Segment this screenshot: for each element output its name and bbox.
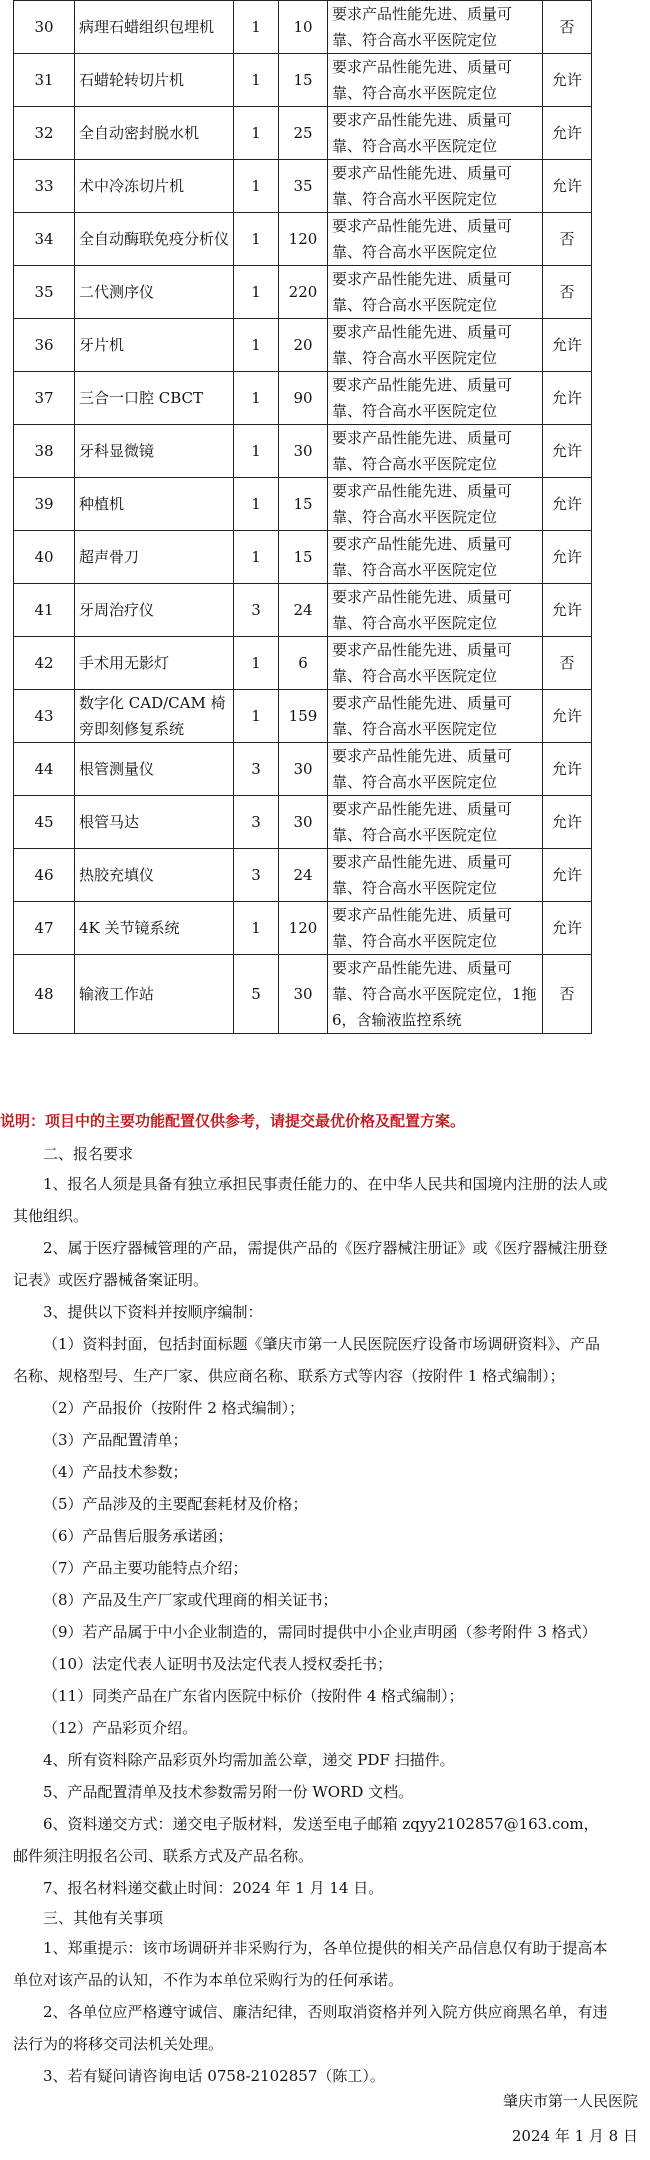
item-number: 32 [14,107,75,160]
item-requirement: 要求产品性能先进、质量可靠、符合高水平医院定位 [328,637,543,690]
item-imported: 允许 [543,584,592,637]
equipment-table [13,0,592,1034]
item-number: 42 [14,637,75,690]
item-requirement: 要求产品性能先进、质量可靠、符合高水平医院定位 [328,425,543,478]
item-number: 34 [14,213,75,266]
item-number: 33 [14,160,75,213]
table-note: 说明：项目中的主要功能配置仅供参考，请提交最优价格及配置方案。 [0,1112,466,1130]
item-imported: 允许 [543,160,592,213]
item-quantity: 1 [234,637,279,690]
item-budget: 30 [279,955,328,1034]
registration-requirement-item: （9）若产品属于中小企业制造的，需同时提供中小企业声明函（参考附件 3 格式） [43,1623,597,1641]
item-requirement: 要求产品性能先进、质量可靠、符合高水平医院定位 [328,372,543,425]
item-budget: 15 [279,54,328,107]
item-number: 44 [14,743,75,796]
item-number: 39 [14,478,75,531]
item-requirement: 要求产品性能先进、质量可靠、符合高水平医院定位 [328,743,543,796]
item-imported: 允许 [543,319,592,372]
item-number: 36 [14,319,75,372]
table-row [14,319,592,372]
item-budget: 159 [279,690,328,743]
table-row [14,584,592,637]
table-row [14,637,592,690]
table-row [14,743,592,796]
item-requirement: 要求产品性能先进、质量可靠、符合高水平医院定位 [328,1,543,54]
item-imported: 允许 [543,531,592,584]
item-requirement: 要求产品性能先进、质量可靠、符合高水平医院定位 [328,160,543,213]
item-name: 超声骨刀 [75,531,234,584]
item-imported: 允许 [543,796,592,849]
item-quantity: 1 [234,372,279,425]
table-row [14,796,592,849]
item-quantity: 1 [234,690,279,743]
item-budget: 24 [279,849,328,902]
item-imported: 允许 [543,849,592,902]
item-quantity: 3 [234,743,279,796]
item-imported: 否 [543,213,592,266]
item-requirement: 要求产品性能先进、质量可靠、符合高水平医院定位 [328,902,543,955]
item-imported: 否 [543,637,592,690]
item-name: 石蜡轮转切片机 [75,54,234,107]
item-budget: 15 [279,531,328,584]
item-name: 根管测量仪 [75,743,234,796]
item-requirement: 要求产品性能先进、质量可靠、符合高水平医院定位 [328,849,543,902]
item-number: 45 [14,796,75,849]
registration-requirement-item: 3、提供以下资料并按顺序编制： [43,1303,263,1321]
signature-organization: 肇庆市第一人民医院 [502,2092,638,2110]
item-name: 热胶充填仪 [75,849,234,902]
registration-requirement-item: 7、报名材料递交截止时间：2024 年 1 月 14 日。 [43,1879,384,1897]
table-row [14,531,592,584]
item-imported: 否 [543,955,592,1034]
item-name: 病理石蜡组织包埋机 [75,1,234,54]
table-row [14,107,592,160]
item-name: 全自动密封脱水机 [75,107,234,160]
registration-requirement-item: （10）法定代表人证明书及法定代表人授权委托书； [43,1655,393,1673]
item-name: 术中冷冻切片机 [75,160,234,213]
item-budget: 220 [279,266,328,319]
item-quantity: 1 [234,1,279,54]
document-body [13,1140,613,2092]
item-budget: 25 [279,107,328,160]
equipment-table-body [14,1,592,1034]
other-matter-item: 1、郑重提示：该市场调研并非采购行为，各单位提供的相关产品信息仅有助于提高本单位对该产品的认知，不作为本单位采购行为的任何承诺。 [13,1939,608,1989]
item-imported: 允许 [543,743,592,796]
table-row [14,690,592,743]
item-budget: 120 [279,213,328,266]
item-quantity: 1 [234,425,279,478]
table-row [14,902,592,955]
registration-requirement-item: （6）产品售后服务承诺函； [43,1527,233,1545]
item-budget: 30 [279,796,328,849]
item-name: 全自动酶联免疫分析仪 [75,213,234,266]
item-budget: 24 [279,584,328,637]
item-number: 43 [14,690,75,743]
table-row [14,425,592,478]
item-requirement: 要求产品性能先进、质量可靠、符合高水平医院定位，1拖6，含输液监控系统 [328,955,543,1034]
item-imported: 允许 [543,902,592,955]
item-quantity: 1 [234,54,279,107]
item-quantity: 3 [234,584,279,637]
registration-requirement-item: （4）产品技术参数； [43,1463,188,1481]
item-quantity: 1 [234,266,279,319]
item-imported: 允许 [543,54,592,107]
table-row [14,266,592,319]
item-name: 种植机 [75,478,234,531]
item-quantity: 1 [234,319,279,372]
item-budget: 10 [279,1,328,54]
other-matter-item: 3、若有疑问请咨询电话 0758-2102857（陈工）。 [43,2067,385,2085]
item-name: 牙片机 [75,319,234,372]
item-quantity: 5 [234,955,279,1034]
item-requirement: 要求产品性能先进、质量可靠、符合高水平医院定位 [328,54,543,107]
item-name: 牙科显微镜 [75,425,234,478]
item-number: 30 [14,1,75,54]
item-budget: 15 [279,478,328,531]
registration-requirement-item: （8）产品及生产厂家或代理商的相关证书； [43,1591,338,1609]
item-imported: 否 [543,266,592,319]
item-name: 二代测序仪 [75,266,234,319]
item-number: 31 [14,54,75,107]
table-row [14,955,592,1034]
registration-requirement-item: （11）同类产品在广东省内医院中标价（按附件 4 格式编制）； [43,1687,464,1705]
item-requirement: 要求产品性能先进、质量可靠、符合高水平医院定位 [328,584,543,637]
item-quantity: 1 [234,213,279,266]
table-row [14,160,592,213]
item-budget: 35 [279,160,328,213]
registration-requirement-item: （1）资料封面，包括封面标题《肇庆市第一人民医院医疗设备市场调研资料》、产品名称、规格型号、生产厂家、供应商名称、联系方式等内容（按附件 1 格式编制）； [13,1335,601,1385]
item-name: 牙周治疗仪 [75,584,234,637]
item-imported: 允许 [543,107,592,160]
section-heading-other-matters: 三、其他有关事项 [43,1909,164,1927]
registration-requirement-item: （12）产品彩页介绍。 [43,1719,198,1737]
signature-date: 2024 年 1 月 8 日 [511,2127,638,2145]
item-budget: 90 [279,372,328,425]
item-number: 47 [14,902,75,955]
item-number: 37 [14,372,75,425]
item-requirement: 要求产品性能先进、质量可靠、符合高水平医院定位 [328,319,543,372]
item-name: 4K 关节镜系统 [75,902,234,955]
item-budget: 30 [279,425,328,478]
other-matters [13,1932,613,2092]
item-number: 40 [14,531,75,584]
registration-requirement-item: 5、产品配置清单及技术参数需另附一份 WORD 文档。 [43,1783,414,1801]
table-row [14,849,592,902]
item-imported: 否 [543,1,592,54]
table-row [14,54,592,107]
item-requirement: 要求产品性能先进、质量可靠、符合高水平医院定位 [328,266,543,319]
item-quantity: 1 [234,160,279,213]
item-quantity: 1 [234,902,279,955]
item-budget: 30 [279,743,328,796]
item-imported: 允许 [543,425,592,478]
table-row [14,478,592,531]
item-name: 数字化 CAD/CAM 椅旁即刻修复系统 [75,690,234,743]
registration-requirement-item: （5）产品涉及的主要配套耗材及价格； [43,1495,308,1513]
item-quantity: 1 [234,531,279,584]
item-requirement: 要求产品性能先进、质量可靠、符合高水平医院定位 [328,478,543,531]
item-number: 41 [14,584,75,637]
item-budget: 20 [279,319,328,372]
item-imported: 允许 [543,478,592,531]
item-quantity: 3 [234,796,279,849]
registration-requirement-item: 2、属于医疗器械管理的产品，需提供产品的《医疗器械注册证》或《医疗器械注册登记表》或医疗器械备案证明。 [13,1239,608,1289]
registration-requirement-item: （3）产品配置清单； [43,1431,188,1449]
table-row [14,1,592,54]
other-matter-item: 2、各单位应严格遵守诚信、廉洁纪律，否则取消资格并列入院方供应商黑名单，有违法行为的将移交司法机关处理。 [13,2003,608,2053]
item-number: 46 [14,849,75,902]
registration-requirement-item: 6、资料递交方式：递交电子版材料，发送至电子邮箱 zqyy2102857@163.com，邮件须注明报名公司、联系方式及产品名称。 [13,1815,599,1865]
item-name: 输液工作站 [75,955,234,1034]
registration-requirement-item: （2）产品报价（按附件 2 格式编制）； [43,1399,305,1417]
registration-requirement-item: 1、报名人须是具备有独立承担民事责任能力的、在中华人民共和国境内注册的法人或其他组织。 [13,1175,608,1225]
item-requirement: 要求产品性能先进、质量可靠、符合高水平医院定位 [328,531,543,584]
item-name: 根管马达 [75,796,234,849]
item-requirement: 要求产品性能先进、质量可靠、符合高水平医院定位 [328,107,543,160]
item-quantity: 3 [234,849,279,902]
registration-requirement-item: 4、所有资料除产品彩页外均需加盖公章，递交 PDF 扫描件。 [43,1751,455,1769]
item-number: 48 [14,955,75,1034]
table-row [14,213,592,266]
item-requirement: 要求产品性能先进、质量可靠、符合高水平医院定位 [328,213,543,266]
item-quantity: 1 [234,478,279,531]
item-budget: 120 [279,902,328,955]
item-imported: 允许 [543,690,592,743]
item-requirement: 要求产品性能先进、质量可靠、符合高水平医院定位 [328,796,543,849]
item-name: 手术用无影灯 [75,637,234,690]
table-row [14,372,592,425]
item-budget: 6 [279,637,328,690]
item-number: 38 [14,425,75,478]
registration-requirements [13,1168,613,1904]
section-heading-registration: 二、报名要求 [43,1145,134,1163]
item-name: 三合一口腔 CBCT [75,372,234,425]
registration-requirement-item: （7）产品主要功能特点介绍； [43,1559,248,1577]
item-imported: 允许 [543,372,592,425]
item-quantity: 1 [234,107,279,160]
item-number: 35 [14,266,75,319]
item-requirement: 要求产品性能先进、质量可靠、符合高水平医院定位 [328,690,543,743]
